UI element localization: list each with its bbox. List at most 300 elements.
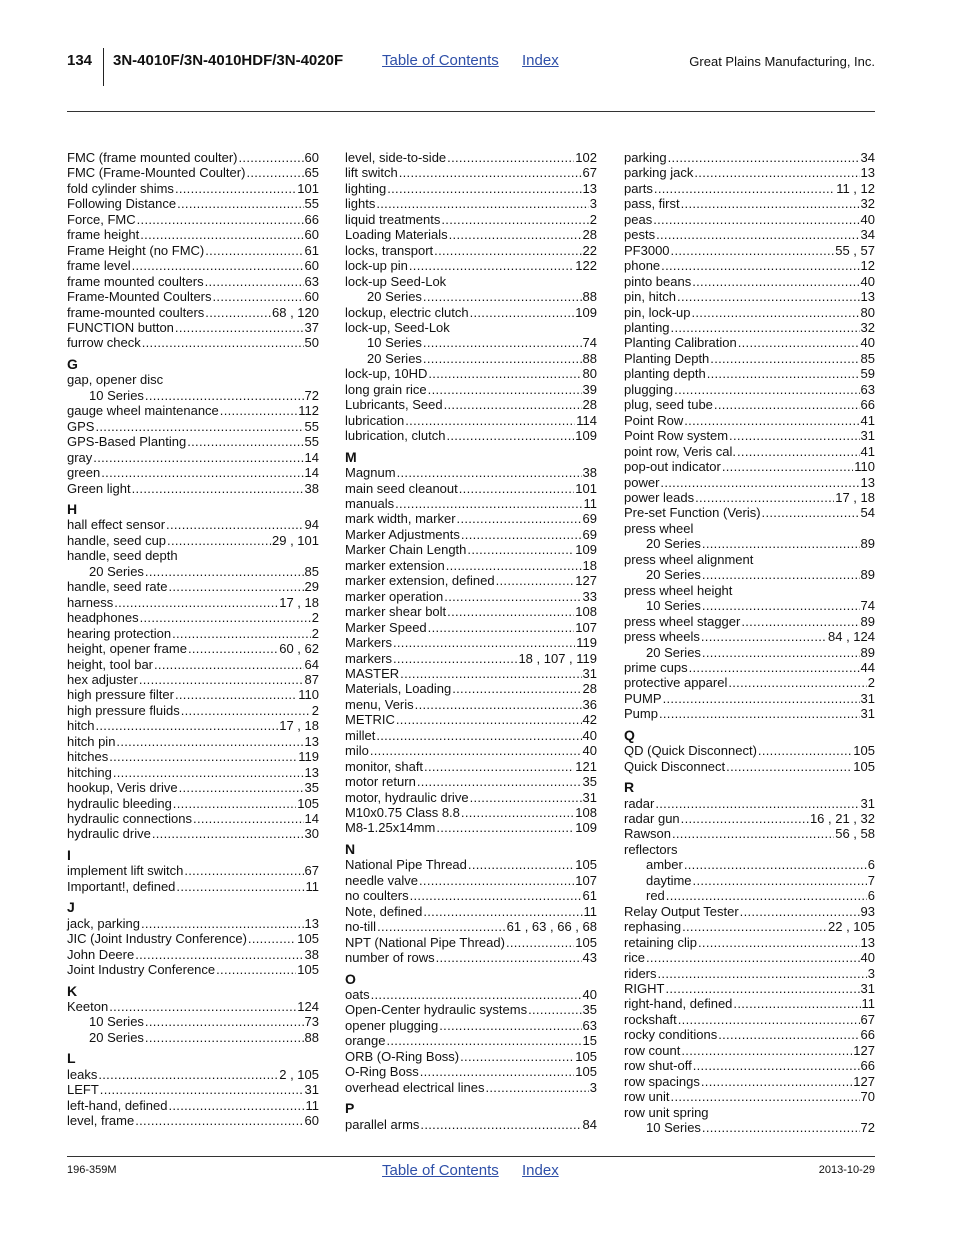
page-ref[interactable]: 72 [860,1120,875,1136]
index-subentry[interactable] [345,289,597,304]
page-ref[interactable]: 43 [582,950,597,966]
index-entry[interactable] [67,962,319,977]
index-entry[interactable] [67,1098,319,1113]
page-ref[interactable]: 40 [860,273,875,289]
index-entry[interactable] [345,150,597,165]
index-entry[interactable] [345,589,597,604]
index-entry[interactable] [345,1117,597,1132]
page-ref[interactable]: 35 [304,780,319,796]
page-ref[interactable]: 61 , 63 , 66 , 68 [506,919,597,935]
index-subentry[interactable] [624,857,875,872]
page-ref[interactable]: 105 [853,758,875,774]
page-ref[interactable]: 70 [860,1089,875,1105]
index-entry[interactable] [624,811,875,826]
page-ref[interactable]: 38 [304,480,319,496]
index-entry[interactable] [345,165,597,180]
index-entry[interactable] [345,743,597,758]
page-ref[interactable]: 7 [867,872,875,888]
index-entry[interactable] [345,728,597,743]
index-entry[interactable] [67,335,319,350]
page-ref[interactable]: 31 [582,789,597,805]
index-entry[interactable] [624,759,875,774]
index-entry[interactable] [624,150,875,165]
page-ref[interactable]: 60 [304,1113,319,1129]
index-entry[interactable] [67,533,319,548]
page-ref[interactable]: 11 [583,495,597,511]
page-ref[interactable]: 6 [867,857,875,873]
index-entry[interactable] [624,413,875,428]
index-entry[interactable] [67,931,319,946]
index-entry[interactable] [67,450,319,465]
page-ref[interactable]: 17 , 18 [279,718,319,734]
index-entry[interactable] [67,289,319,304]
index-entry[interactable] [345,904,597,919]
index-entry[interactable] [67,796,319,811]
index-entry[interactable] [345,681,597,696]
page-ref[interactable]: 31 [860,690,875,706]
page-ref[interactable]: 13 [582,180,597,196]
page-ref[interactable]: 67 [860,1011,875,1027]
index-entry[interactable] [345,366,597,381]
index-entry[interactable] [624,274,875,289]
index-entry[interactable] [345,759,597,774]
page-ref[interactable]: 41 [860,412,875,428]
index-entry[interactable] [624,675,875,690]
index-entry[interactable] [624,196,875,211]
page-ref[interactable]: 17 , 18 [279,594,319,610]
index-entry[interactable] [345,1018,597,1033]
page-ref[interactable]: 88 [582,289,597,305]
index-entry[interactable] [67,258,319,273]
index-entry[interactable] [345,243,597,258]
page-ref[interactable]: 84 [582,1116,597,1132]
index-entry[interactable] [67,749,319,764]
page-ref[interactable]: 28 [582,681,597,697]
index-entry[interactable] [67,916,319,931]
index-entry[interactable] [67,657,319,672]
index-entry[interactable] [67,765,319,780]
footer-index-link[interactable]: Index [522,1162,559,1179]
page-ref[interactable]: 66 [860,1058,875,1074]
index-entry[interactable] [624,227,875,242]
index-entry[interactable] [624,1043,875,1058]
index-entry[interactable] [67,212,319,227]
page-ref[interactable]: 40 [582,743,597,759]
index-subentry[interactable] [67,564,319,579]
index-entry[interactable] [345,413,597,428]
toc-link[interactable]: Table of Contents [382,52,499,69]
page-ref[interactable]: 69 [582,526,597,542]
footer-toc-link[interactable]: Table of Contents [382,1162,499,1179]
index-entry[interactable] [67,879,319,894]
index-entry[interactable] [624,743,875,758]
page-ref[interactable]: 41 [860,443,875,459]
index-entry[interactable] [624,660,875,675]
page-ref[interactable]: 31 [860,795,875,811]
page-ref[interactable]: 40 [582,727,597,743]
page-ref[interactable]: 55 , 57 [835,242,875,258]
index-entry[interactable] [67,947,319,962]
page-ref[interactable]: 109 [575,304,597,320]
index-entry[interactable] [345,496,597,511]
page-ref[interactable]: 69 [582,511,597,527]
page-ref[interactable]: 87 [304,671,319,687]
index-subentry[interactable] [345,351,597,366]
page-ref[interactable]: 22 [582,242,597,258]
index-entry[interactable] [345,1049,597,1064]
page-ref[interactable]: 64 [304,656,319,672]
index-entry[interactable] [345,212,597,227]
index-entry[interactable] [624,1058,875,1073]
page-ref[interactable]: 105 [575,1064,597,1080]
page-ref[interactable]: 38 [582,465,597,481]
index-entry[interactable] [624,981,875,996]
page-ref[interactable]: 3 [867,965,875,981]
page-ref[interactable]: 88 [582,350,597,366]
page-ref[interactable]: 55 [304,196,319,212]
index-entry[interactable] [67,181,319,196]
index-entry[interactable] [345,950,597,965]
index-entry[interactable] [624,181,875,196]
page-ref[interactable]: 31 [860,981,875,997]
page-ref[interactable]: 101 [575,480,597,496]
index-entry[interactable] [624,826,875,841]
page-ref[interactable]: 127 [853,1073,875,1089]
page-ref[interactable]: 60 [304,289,319,305]
page-ref[interactable]: 13 [860,934,875,950]
index-entry[interactable] [345,382,597,397]
page-ref[interactable]: 107 [575,619,597,635]
index-entry[interactable] [67,150,319,165]
page-ref[interactable]: 38 [304,946,319,962]
index-entry[interactable] [67,196,319,211]
index-entry[interactable] [345,987,597,1002]
page-ref[interactable]: 29 [304,579,319,595]
page-ref[interactable]: 16 , 21 , 32 [809,811,875,827]
index-entry[interactable] [345,1064,597,1079]
index-entry[interactable] [67,1067,319,1082]
index-entry[interactable] [624,966,875,981]
page-ref[interactable]: 18 , 107 , 119 [518,650,597,666]
index-entry[interactable] [624,382,875,397]
page-ref[interactable]: 14 [304,811,319,827]
page-ref[interactable]: 36 [582,696,597,712]
page-ref[interactable]: 102 [575,150,597,165]
index-entry[interactable] [67,227,319,242]
index-subentry[interactable] [624,598,875,613]
index-entry[interactable] [345,196,597,211]
index-entry[interactable] [624,320,875,335]
page-ref[interactable]: 65 [304,165,319,181]
index-entry[interactable] [345,181,597,196]
index-entry[interactable] [624,629,875,644]
page-ref[interactable]: 108 [575,604,597,620]
page-ref[interactable]: 68 , 120 [272,304,319,320]
index-entry[interactable] [624,919,875,934]
page-ref[interactable]: 13 [304,764,319,780]
index-entry[interactable] [67,687,319,702]
index-entry[interactable] [624,397,875,412]
page-ref[interactable]: 63 [582,1017,597,1033]
page-ref[interactable]: 2 [311,610,319,626]
index-entry[interactable] [345,1080,597,1095]
index-entry[interactable] [67,481,319,496]
page-ref[interactable]: 124 [297,999,319,1015]
index-entry[interactable] [67,165,319,180]
index-link[interactable]: Index [522,52,559,69]
index-subentry[interactable] [345,335,597,350]
page-ref[interactable]: 109 [575,428,597,444]
index-entry[interactable] [345,258,597,273]
index-entry[interactable] [345,511,597,526]
page-ref[interactable]: 80 [860,304,875,320]
index-entry[interactable] [624,706,875,721]
page-ref[interactable]: 112 [298,403,319,419]
index-entry[interactable] [624,212,875,227]
page-ref[interactable]: 2 [867,675,875,691]
page-ref[interactable]: 110 [298,687,319,703]
page-ref[interactable]: 119 [298,749,319,765]
page-ref[interactable]: 40 [860,950,875,966]
index-entry[interactable] [624,258,875,273]
page-ref[interactable]: 84 , 124 [828,629,875,645]
index-entry[interactable] [624,305,875,320]
index-entry[interactable] [345,604,597,619]
page-ref[interactable]: 101 [297,180,319,196]
index-entry[interactable] [345,790,597,805]
page-ref[interactable]: 13 [304,733,319,749]
index-entry[interactable] [67,320,319,335]
page-ref[interactable]: 13 [860,165,875,181]
page-ref[interactable]: 32 [860,319,875,335]
page-ref[interactable]: 105 [575,1048,597,1064]
index-entry[interactable] [345,635,597,650]
page-ref[interactable]: 94 [304,517,319,533]
page-ref[interactable]: 80 [582,366,597,382]
index-entry[interactable] [624,428,875,443]
index-entry[interactable] [345,527,597,542]
index-entry[interactable] [345,542,597,557]
page-ref[interactable]: 105 [575,857,597,873]
index-entry[interactable] [624,490,875,505]
page-ref[interactable]: 17 , 18 [835,489,875,505]
page-ref[interactable]: 63 [860,381,875,397]
index-entry[interactable] [67,999,319,1014]
page-ref[interactable]: 11 [861,996,875,1012]
page-ref[interactable]: 60 , 62 [279,641,319,657]
index-entry[interactable] [624,444,875,459]
index-entry[interactable] [67,1082,319,1097]
index-entry[interactable] [67,465,319,480]
index-entry[interactable] [624,505,875,520]
page-ref[interactable]: 93 [860,903,875,919]
page-ref[interactable]: 2 [311,625,319,641]
page-ref[interactable]: 74 [860,598,875,614]
page-ref[interactable]: 127 [575,573,597,589]
page-ref[interactable]: 15 [582,1033,597,1049]
page-ref[interactable]: 34 [860,150,875,165]
index-entry[interactable] [345,620,597,635]
page-ref[interactable]: 29 , 101 [272,532,319,548]
index-entry[interactable] [67,811,319,826]
page-ref[interactable]: 105 [297,962,319,978]
page-ref[interactable]: 127 [853,1042,875,1058]
page-ref[interactable]: 89 [860,536,875,552]
page-ref[interactable]: 44 [860,659,875,675]
page-ref[interactable]: 33 [582,588,597,604]
index-entry[interactable] [345,888,597,903]
index-subentry[interactable] [67,1014,319,1029]
page-ref[interactable]: 31 [304,1082,319,1098]
index-subentry[interactable] [67,388,319,403]
page-ref[interactable]: 105 [575,934,597,950]
page-ref[interactable]: 66 [304,211,319,227]
index-entry[interactable] [624,1027,875,1042]
index-entry[interactable] [345,820,597,835]
index-entry[interactable] [67,780,319,795]
page-ref[interactable]: 119 [576,635,597,651]
index-entry[interactable] [345,651,597,666]
page-ref[interactable]: 2 [589,211,597,227]
index-entry[interactable] [67,274,319,289]
page-ref[interactable]: 89 [860,567,875,583]
page-ref[interactable]: 60 [304,150,319,165]
page-ref[interactable]: 74 [582,335,597,351]
index-entry[interactable] [67,1113,319,1128]
index-entry[interactable] [67,305,319,320]
index-subentry[interactable] [624,1120,875,1135]
page-ref[interactable]: 63 [304,273,319,289]
page-ref[interactable]: 67 [582,165,597,181]
index-subentry[interactable] [624,567,875,582]
page-ref[interactable]: 66 [860,1027,875,1043]
page-ref[interactable]: 35 [582,774,597,790]
page-ref[interactable]: 85 [304,563,319,579]
page-ref[interactable]: 110 [854,459,875,475]
page-ref[interactable]: 88 [304,1029,319,1045]
page-ref[interactable]: 73 [304,1014,319,1030]
index-entry[interactable] [345,305,597,320]
page-ref[interactable]: 60 [304,227,319,243]
index-entry[interactable] [345,805,597,820]
index-entry[interactable] [345,558,597,573]
index-entry[interactable] [624,459,875,474]
index-entry[interactable] [624,1089,875,1104]
index-entry[interactable] [624,1012,875,1027]
page-ref[interactable]: 108 [575,805,597,821]
page-ref[interactable]: 107 [575,872,597,888]
index-entry[interactable] [624,243,875,258]
page-ref[interactable]: 35 [582,1002,597,1018]
page-ref[interactable]: 89 [860,613,875,629]
index-entry[interactable] [345,1002,597,1017]
index-entry[interactable] [345,774,597,789]
page-ref[interactable]: 2 [311,702,319,718]
page-ref[interactable]: 54 [860,505,875,521]
index-entry[interactable] [624,796,875,811]
page-ref[interactable]: 11 [305,1097,319,1113]
index-entry[interactable] [624,351,875,366]
page-ref[interactable]: 121 [575,758,597,774]
page-ref[interactable]: 50 [304,335,319,351]
index-entry[interactable] [345,1033,597,1048]
page-ref[interactable]: 3 [589,1079,597,1095]
index-subentry[interactable] [624,536,875,551]
page-ref[interactable]: 39 [582,381,597,397]
index-entry[interactable] [345,935,597,950]
index-entry[interactable] [345,397,597,412]
page-ref[interactable]: 6 [867,888,875,904]
page-ref[interactable]: 105 [297,795,319,811]
index-entry[interactable] [67,626,319,641]
page-ref[interactable]: 18 [582,557,597,573]
index-entry[interactable] [624,335,875,350]
page-ref[interactable]: 34 [860,227,875,243]
page-ref[interactable]: 11 [305,878,319,894]
index-entry[interactable] [345,697,597,712]
index-entry[interactable] [345,465,597,480]
page-ref[interactable]: 30 [304,826,319,842]
page-ref[interactable]: 89 [860,644,875,660]
index-entry[interactable] [624,996,875,1011]
index-entry[interactable] [67,863,319,878]
page-ref[interactable]: 28 [582,397,597,413]
index-subentry[interactable] [624,873,875,888]
index-entry[interactable] [624,366,875,381]
page-ref[interactable]: 31 [860,428,875,444]
page-ref[interactable]: 14 [304,449,319,465]
page-ref[interactable]: 42 [582,712,597,728]
page-ref[interactable]: 109 [575,820,597,836]
page-ref[interactable]: 2 , 105 [279,1066,319,1082]
index-subentry[interactable] [67,1030,319,1045]
page-ref[interactable]: 40 [860,335,875,351]
page-ref[interactable]: 11 , 12 [836,180,875,196]
index-entry[interactable] [67,595,319,610]
page-ref[interactable]: 13 [860,289,875,305]
index-entry[interactable] [345,919,597,934]
index-entry[interactable] [67,243,319,258]
page-ref[interactable]: 37 [304,319,319,335]
index-entry[interactable] [345,712,597,727]
index-entry[interactable] [67,610,319,625]
page-ref[interactable]: 85 [860,350,875,366]
page-ref[interactable]: 11 [583,903,597,919]
page-ref[interactable]: 31 [860,706,875,722]
index-entry[interactable] [345,481,597,496]
index-entry[interactable] [67,579,319,594]
index-entry[interactable] [624,935,875,950]
index-entry[interactable] [624,691,875,706]
page-ref[interactable]: 40 [582,987,597,1003]
page-ref[interactable]: 31 [582,665,597,681]
page-ref[interactable]: 55 [304,418,319,434]
index-entry[interactable] [345,227,597,242]
index-entry[interactable] [624,614,875,629]
index-entry[interactable] [624,904,875,919]
page-ref[interactable]: 122 [575,258,597,274]
page-ref[interactable]: 13 [304,915,319,931]
page-ref[interactable]: 72 [304,387,319,403]
index-entry[interactable] [624,165,875,180]
page-ref[interactable]: 13 [860,474,875,490]
page-ref[interactable]: 61 [582,888,597,904]
page-ref[interactable]: 3 [589,196,597,212]
page-ref[interactable]: 109 [575,542,597,558]
index-entry[interactable] [624,289,875,304]
page-ref[interactable]: 67 [304,863,319,879]
page-ref[interactable]: 105 [853,743,875,759]
